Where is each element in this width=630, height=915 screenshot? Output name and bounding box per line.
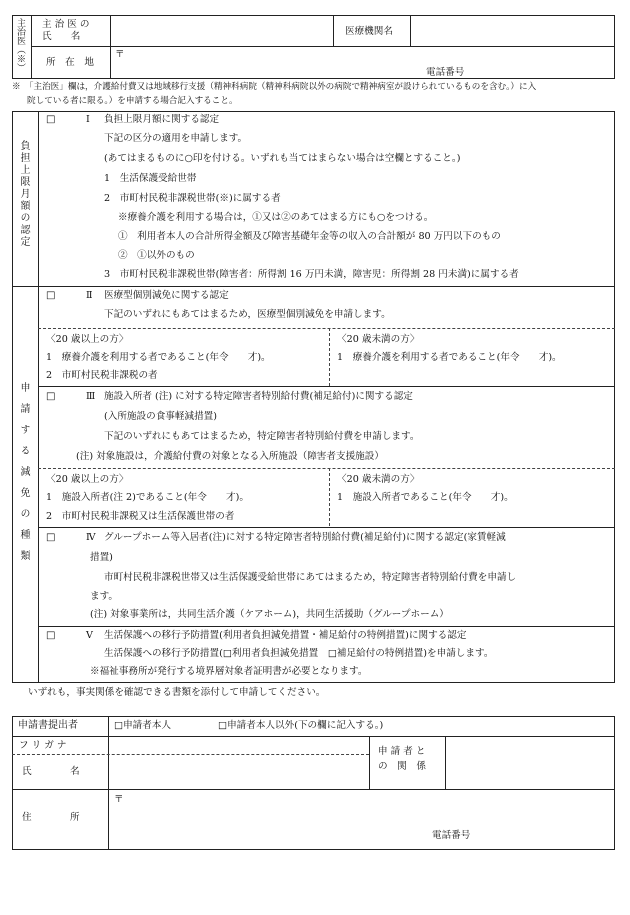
sec4-line1: 市町村民税非課税世帯又は生活保護受給世帯にあてはまるため，特定障害者特別給付費を申請し bbox=[104, 572, 517, 583]
submitter-label: 申請書提出者 bbox=[18, 720, 78, 731]
sec3-over20-item1: 1 施設入所者(注 2)であること(年令 才)。 bbox=[46, 492, 249, 503]
sec4-number: Ⅳ bbox=[86, 532, 96, 543]
footer-note: いずれも，事実関係を確認できる書類を添付して申請してください。 bbox=[28, 687, 326, 698]
sec1-item3: ※療養介護を利用する場合は，①又は②のあてはまる方にも○をつける。 bbox=[118, 212, 434, 223]
sec1-number: Ⅰ bbox=[86, 114, 90, 125]
applicant-postal: 〒 bbox=[114, 794, 124, 805]
doctor-note-line1: ※ 「主治医」欄は，介護給付費又は地域移行支援（精神科病院（精神科病院以外の病院で精神病室が設けられているものを含む。）に入 bbox=[12, 82, 537, 92]
sec2-number: Ⅱ bbox=[86, 290, 93, 301]
doctor-postal: 〒 bbox=[115, 49, 125, 60]
submitter-option-self[interactable]: □申請者本人 bbox=[114, 720, 172, 731]
sec5-number: Ⅴ bbox=[86, 630, 93, 641]
sec1-checkbox[interactable]: □ bbox=[46, 114, 56, 125]
sec3-under20-item1: 1 施設入所者であること(年令 才)。 bbox=[337, 492, 514, 503]
sec4-note: (注) 対象事業所は，共同生活介護（ケアホーム)，共同生活援助（グループホーム） bbox=[90, 609, 449, 620]
sec1-item6: 3 市町村民税非課税世帯(障害者：所得割 16 万円未満，障害児：所得割 28 円未満)に属する者 bbox=[104, 269, 519, 280]
relation-label: 申 請 者 と の 関 係 bbox=[378, 746, 426, 772]
doctor-side-label: 主治医（※） bbox=[15, 18, 25, 72]
sec3-over20-heading: 〈20 歳以上の方〉 bbox=[46, 474, 129, 485]
sec3-over20-item2: 2 市町村民税非課税又は生活保護世帯の者 bbox=[46, 511, 235, 522]
applicant-phone-label: 電話番号 bbox=[432, 830, 471, 841]
sec5-line2: ※福祉事務所が発行する境界層対象者証明書が必要となります。 bbox=[90, 666, 368, 677]
sec1-item4: ① 利用者本人の合計所得金額及び障害基礎年金等の収入の合計額が 80 万円以下のもの bbox=[118, 231, 501, 242]
sec2-over20-heading: 〈20 歳以上の方〉 bbox=[46, 334, 129, 345]
doctor-phone-label: 電話番号 bbox=[426, 67, 465, 78]
sec3-title: 施設入所者 (注) に対する特定障害者特別給付費(補足給付)に関する認定 bbox=[104, 391, 413, 402]
sec2-title: 医療型個別減免に関する認定 bbox=[104, 290, 229, 301]
doctor-table bbox=[12, 15, 615, 79]
applicant-name-label: 氏 名 bbox=[22, 766, 80, 777]
sec3-under20-heading: 〈20 歳未満の方〉 bbox=[337, 474, 420, 485]
doctor-note-line2: 院している者に限る。）を申請する場合記入すること。 bbox=[27, 96, 238, 106]
sec4-title: グループホーム等入居者(注)に対する特定障害者特別給付費(補足給付)に関する認定(家賃軽減 bbox=[104, 532, 506, 543]
sec3-note: (注) 対象施設は，介護給付費の対象となる入所施設（障害者支援施設） bbox=[76, 451, 384, 462]
sec5-title: 生活保護への移行予防措置(利用者負担減免措置・補足給付の特例措置)に関する認定 bbox=[104, 630, 467, 641]
sec5-checkbox[interactable]: □ bbox=[46, 630, 56, 641]
sec3-line1: (入所施設の食事軽減措置) bbox=[104, 411, 218, 422]
sec2-under20-item1: 1 療養介護を利用する者であること(年令 才)。 bbox=[337, 352, 562, 363]
sec4-checkbox[interactable]: □ bbox=[46, 532, 56, 543]
sec1-side-label: 負担上限月額の認定 bbox=[18, 140, 29, 248]
sec4-title-cont: 措置) bbox=[90, 552, 113, 563]
doctor-address-label: 所 在 地 bbox=[46, 57, 94, 68]
sec1-line1: 下記の区分の適用を申請します。 bbox=[104, 133, 248, 144]
submitter-option-other[interactable]: □申請者本人以外(下の欄に記入する。) bbox=[218, 720, 384, 731]
sec4-line2: ます。 bbox=[90, 591, 119, 602]
sec1-item5: ② ①以外のもの bbox=[118, 250, 195, 261]
sec2-over20-item1: 1 療養介護を利用する者であること(年令 才)。 bbox=[46, 352, 271, 363]
institution-label: 医療機関名 bbox=[345, 26, 393, 37]
sec1-item1: 1 生活保護受給世帯 bbox=[104, 173, 197, 184]
sec1-line2: (あてはまるものに○印を付ける。いずれも当てはまらない場合は空欄とすること。) bbox=[104, 153, 461, 164]
doctor-name-label: 主 治 医 の 氏 名 bbox=[42, 19, 90, 42]
sec3-checkbox[interactable]: □ bbox=[46, 391, 56, 402]
sec2-over20-item2: 2 市町村民税非課税の者 bbox=[46, 370, 158, 381]
furigana-label: フ リ ガ ナ bbox=[19, 740, 67, 751]
sec1-item2: 2 市町村民税非課税世帯(※)に属する者 bbox=[104, 193, 281, 204]
sec1-title: 負担上限月額に関する認定 bbox=[104, 114, 220, 125]
sec3-number: Ⅲ bbox=[86, 391, 96, 402]
sec5-line1: 生活保護への移行予防措置(□利用者負担減免措置 □補足給付の特例措置)を申請します。 bbox=[104, 648, 494, 659]
sec2-checkbox[interactable]: □ bbox=[46, 290, 56, 301]
sec2-side-label: 申請する減免の種類 bbox=[18, 382, 29, 571]
sec2-under20-heading: 〈20 歳未満の方〉 bbox=[337, 334, 420, 345]
sec2-line1: 下記のいずれにもあてはまるため，医療型個別減免を申請します。 bbox=[104, 309, 391, 320]
sec3-line2: 下記のいずれにもあてはまるため，特定障害者特別給付費を申請します。 bbox=[104, 431, 420, 442]
applicant-address-label: 住 所 bbox=[22, 812, 80, 823]
